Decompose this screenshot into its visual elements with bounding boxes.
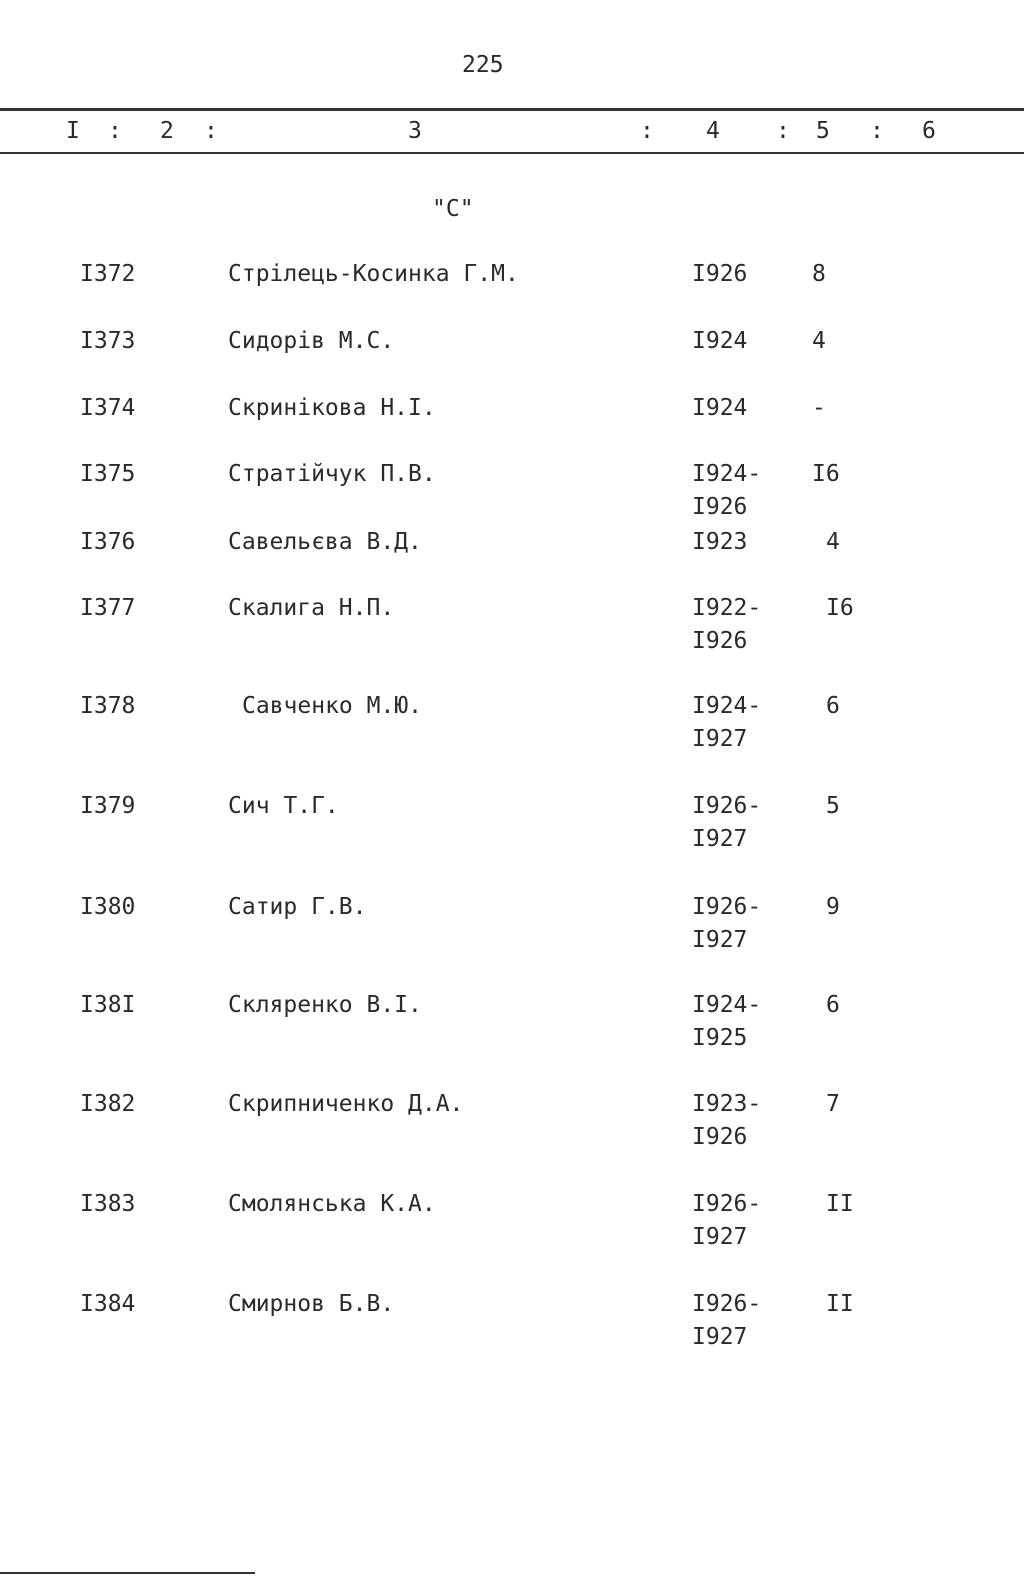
person-name: Стратійчук П.В. bbox=[228, 461, 436, 487]
person-name: Скринікова Н.І. bbox=[228, 395, 436, 421]
years-end: I925 bbox=[692, 1025, 748, 1051]
person-name: Смирнов Б.В. bbox=[228, 1291, 395, 1317]
header-col-2: 2 bbox=[160, 118, 174, 144]
header-separator: : bbox=[204, 118, 218, 144]
record-number: I38I bbox=[80, 992, 136, 1018]
sheet-count: 7 bbox=[826, 1091, 840, 1117]
person-name: Савченко М.Ю. bbox=[242, 693, 423, 719]
years-end: I927 bbox=[692, 927, 748, 953]
record-number: I380 bbox=[80, 894, 136, 920]
years-end: I927 bbox=[692, 1224, 748, 1250]
sheet-count: II bbox=[826, 1191, 854, 1217]
years-start: I926 bbox=[692, 261, 748, 287]
sheet-count: 8 bbox=[812, 261, 826, 287]
record-number: I384 bbox=[80, 1291, 136, 1317]
record-number: I382 bbox=[80, 1091, 136, 1117]
record-number: I374 bbox=[80, 395, 136, 421]
sheet-count: 6 bbox=[826, 992, 840, 1018]
header-separator: : bbox=[640, 118, 654, 144]
record-number: I378 bbox=[80, 693, 136, 719]
page-number: 225 bbox=[462, 52, 504, 78]
person-name: Скляренко В.І. bbox=[228, 992, 422, 1018]
years-start: I923 bbox=[692, 529, 748, 555]
years-start: I924- bbox=[692, 992, 762, 1018]
years-end: I927 bbox=[692, 726, 748, 752]
person-name: Савельєва В.Д. bbox=[228, 529, 422, 555]
record-number: I383 bbox=[80, 1191, 136, 1217]
header-col-3: 3 bbox=[408, 118, 422, 144]
years-start: I924 bbox=[692, 328, 748, 354]
footer-rule bbox=[0, 1572, 255, 1574]
sheet-count: 5 bbox=[826, 793, 840, 819]
header-col-4: 4 bbox=[706, 118, 720, 144]
person-name: Сидорів М.С. bbox=[228, 328, 395, 354]
sheet-count: - bbox=[812, 395, 826, 421]
years-end: I927 bbox=[692, 826, 748, 852]
sheet-count: 6 bbox=[826, 693, 840, 719]
years-start: I922- bbox=[692, 595, 762, 621]
sheet-count: 4 bbox=[812, 328, 826, 354]
header-col-5: 5 bbox=[816, 118, 830, 144]
years-end: I926 bbox=[692, 1124, 748, 1150]
sheet-count: 9 bbox=[826, 894, 840, 920]
section-letter-heading: "С" bbox=[432, 196, 474, 222]
header-separator: : bbox=[108, 118, 122, 144]
years-end: I926 bbox=[692, 494, 748, 520]
years-start: I926- bbox=[692, 894, 762, 920]
record-number: I373 bbox=[80, 328, 136, 354]
years-start: I923- bbox=[692, 1091, 762, 1117]
person-name: Сатир Г.В. bbox=[228, 894, 367, 920]
person-name: Сич Т.Г. bbox=[228, 793, 339, 819]
years-start: I926- bbox=[692, 1291, 762, 1317]
header-separator: : bbox=[776, 118, 790, 144]
person-name: Смолянська К.А. bbox=[228, 1191, 436, 1217]
sheet-count: 4 bbox=[826, 529, 840, 555]
record-number: I377 bbox=[80, 595, 136, 621]
record-number: I379 bbox=[80, 793, 136, 819]
years-start: I924 bbox=[692, 395, 748, 421]
years-start: I924- bbox=[692, 693, 762, 719]
record-number: I375 bbox=[80, 461, 136, 487]
years-end: I927 bbox=[692, 1324, 748, 1350]
sheet-count: II bbox=[826, 1291, 854, 1317]
person-name: Стрілець-Косинка Г.М. bbox=[228, 261, 519, 287]
record-number: I376 bbox=[80, 529, 136, 555]
person-name: Скалига Н.П. bbox=[228, 595, 395, 621]
years-end: I926 bbox=[692, 628, 748, 654]
years-start: I926- bbox=[692, 1191, 762, 1217]
sheet-count: I6 bbox=[826, 595, 854, 621]
sheet-count: I6 bbox=[812, 461, 840, 487]
years-start: I926- bbox=[692, 793, 762, 819]
header-col-1: I bbox=[66, 118, 80, 144]
header-separator: : bbox=[870, 118, 884, 144]
person-name: Скрипниченко Д.А. bbox=[228, 1091, 464, 1117]
record-number: I372 bbox=[80, 261, 136, 287]
years-start: I924- bbox=[692, 461, 762, 487]
header-col-6: 6 bbox=[922, 118, 936, 144]
